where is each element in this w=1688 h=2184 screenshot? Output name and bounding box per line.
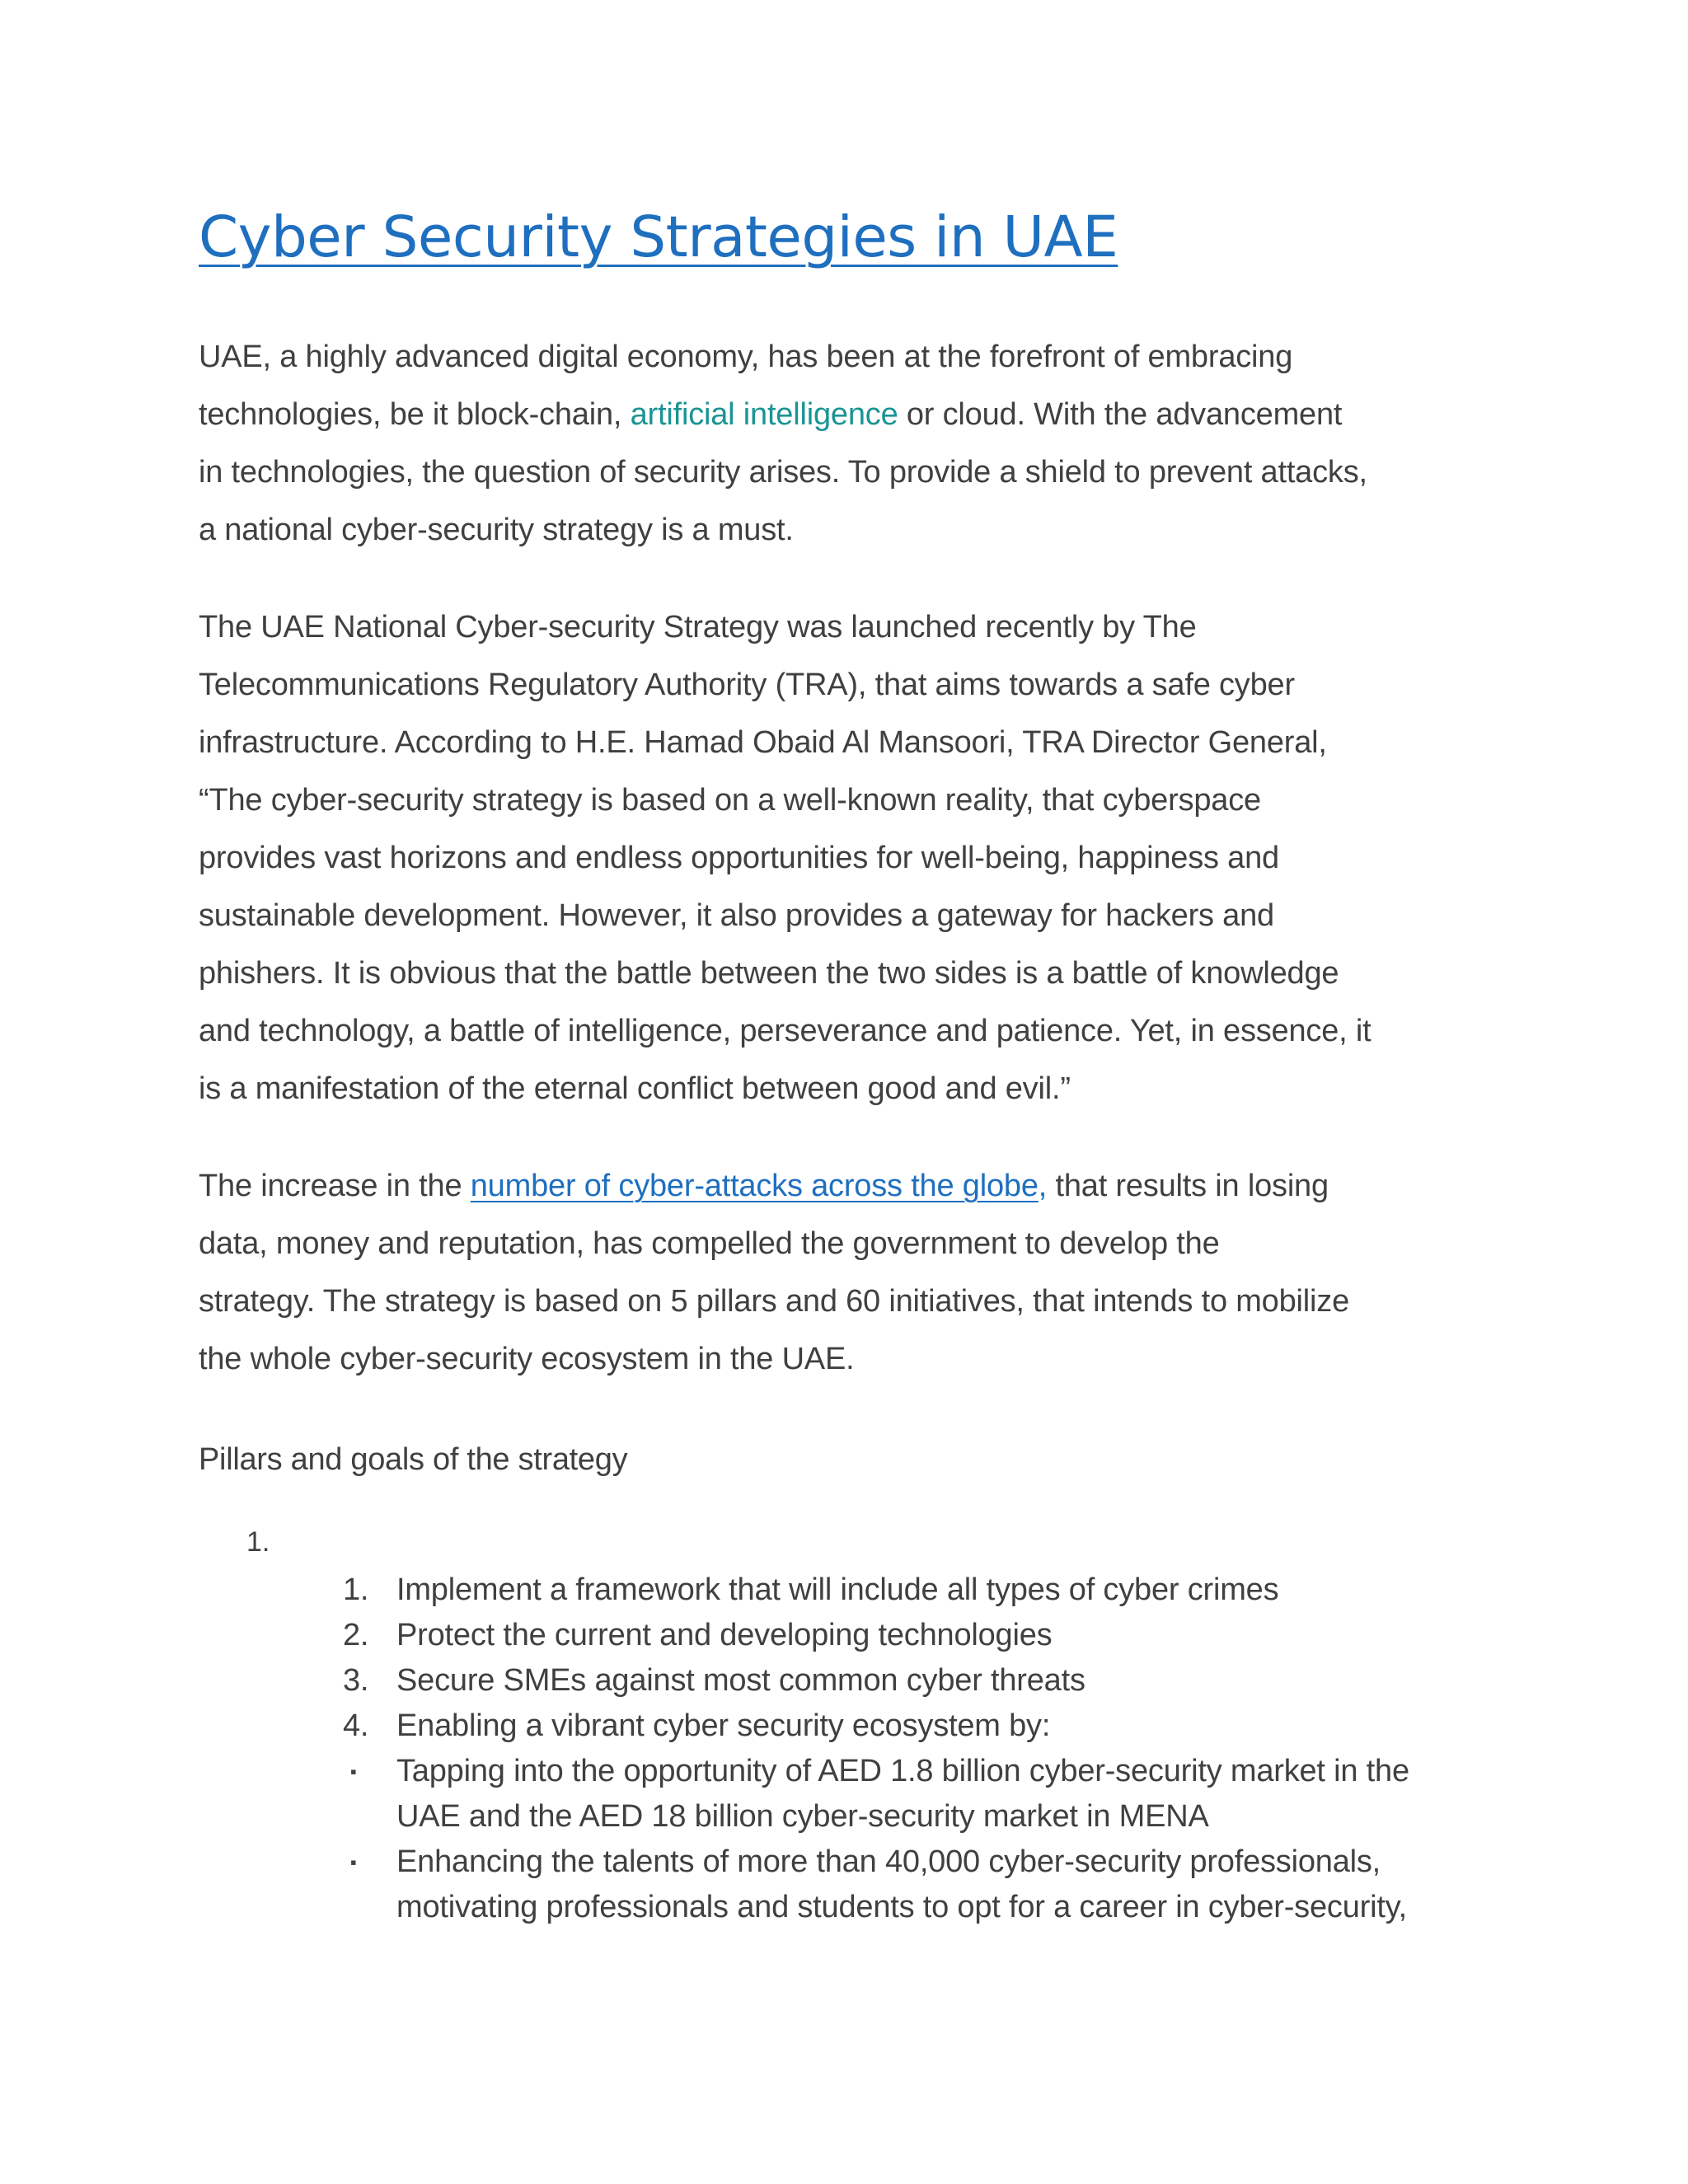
attacks-paragraph <box>199 1157 1484 1388</box>
pillars-subheading: Pillars and goals of the strategy <box>199 1442 628 1477</box>
list-item <box>199 1568 1484 1613</box>
list-item-text: Tapping into the opportunity of AED 1.8 billion cyber-security market in the <box>396 1754 1409 1788</box>
list-item-text: UAE and the AED 18 billion cyber-security market in MENA <box>396 1799 1209 1834</box>
outer-list-number: 1. <box>246 1526 270 1558</box>
intro-line-2-pre: technologies, be it block-chain, <box>199 397 631 432</box>
attacks-line-3: strategy. The strategy is based on 5 pillars and 60 initiatives, that intends to mobilize <box>199 1284 1350 1319</box>
attacks-line-1 <box>199 1157 1484 1215</box>
list-item-number: 1. <box>343 1572 369 1607</box>
list-item-text: Secure SMEs against most common cyber threats <box>396 1663 1085 1698</box>
strategy-line: infrastructure. According to H.E. Hamad Obaid Al Mansoori, TRA Director General, <box>199 725 1327 760</box>
strategy-line: Telecommunications Regulatory Authority (TRA), that aims towards a safe cyber <box>199 668 1295 702</box>
intro-line-2-post: or cloud. With the advancement <box>898 397 1343 432</box>
list-item-number: 3. <box>343 1663 369 1698</box>
list-item <box>199 1840 1484 1930</box>
strategy-line: and technology, a battle of intelligence, perseverance and patience. Yet, in essence, it <box>199 1014 1372 1048</box>
strategy-line: “The cyber-security strategy is based on a well-known reality, that cyberspace <box>199 783 1261 818</box>
strategy-line: The UAE National Cyber-security Strategy was launched recently by The <box>199 610 1197 644</box>
cyber-attacks-link[interactable]: number of cyber-attacks across the globe <box>470 1169 1039 1203</box>
list-item-text: Implement a framework that will include all types of cyber crimes <box>396 1572 1279 1607</box>
intro-line-3: in technologies, the question of security arises. To provide a shield to prevent attacks, <box>199 455 1367 490</box>
strategy-paragraph <box>199 598 1484 1118</box>
list-item <box>199 1749 1484 1840</box>
pillars-list <box>199 1568 1484 1930</box>
list-item <box>199 1704 1484 1749</box>
list-item <box>199 1613 1484 1658</box>
strategy-line: is a manifestation of the eternal conflict between good and evil.” <box>199 1071 1071 1106</box>
list-item-text: motivating professionals and students to opt for a career in cyber-security, <box>396 1890 1408 1924</box>
document-title: Cyber Security Strategies in UAE <box>199 204 1118 270</box>
attacks-line-1-pre: The increase in the <box>199 1169 471 1203</box>
list-item-text: Enhancing the talents of more than 40,000 cyber-security professionals, <box>396 1844 1381 1879</box>
document-body <box>199 196 1484 1930</box>
list-item-number: 4. <box>343 1708 369 1743</box>
strategy-line: sustainable development. However, it also provides a gateway for hackers and <box>199 898 1274 933</box>
attacks-line-4: the whole cyber-security ecosystem in the UAE. <box>199 1342 855 1376</box>
attacks-line-1-post: that results in losing <box>1047 1169 1329 1203</box>
intro-paragraph <box>199 328 1484 559</box>
intro-line-4: a national cyber-security strategy is a must. <box>199 513 794 547</box>
intro-line-1: UAE, a highly advanced digital economy, has been at the forefront of embracing <box>199 340 1293 374</box>
strategy-line: provides vast horizons and endless opportunities for well-being, happiness and <box>199 841 1279 875</box>
cyber-attacks-link-comma: , <box>1038 1169 1048 1203</box>
artificial-intelligence-link[interactable]: artificial intelligence <box>630 397 898 432</box>
intro-line-2 <box>199 386 1484 443</box>
list-item-text: Enabling a vibrant cyber security ecosystem by: <box>396 1708 1051 1743</box>
attacks-line-2: data, money and reputation, has compelled the government to develop the <box>199 1226 1220 1261</box>
square-bullet-icon: ▪ <box>350 1761 357 1782</box>
square-bullet-icon: ▪ <box>350 1852 357 1872</box>
list-item <box>199 1658 1484 1704</box>
list-item-number: 2. <box>343 1618 369 1652</box>
list-item-text: Protect the current and developing technologies <box>396 1618 1053 1652</box>
strategy-line: phishers. It is obvious that the battle between the two sides is a battle of knowledge <box>199 956 1339 991</box>
